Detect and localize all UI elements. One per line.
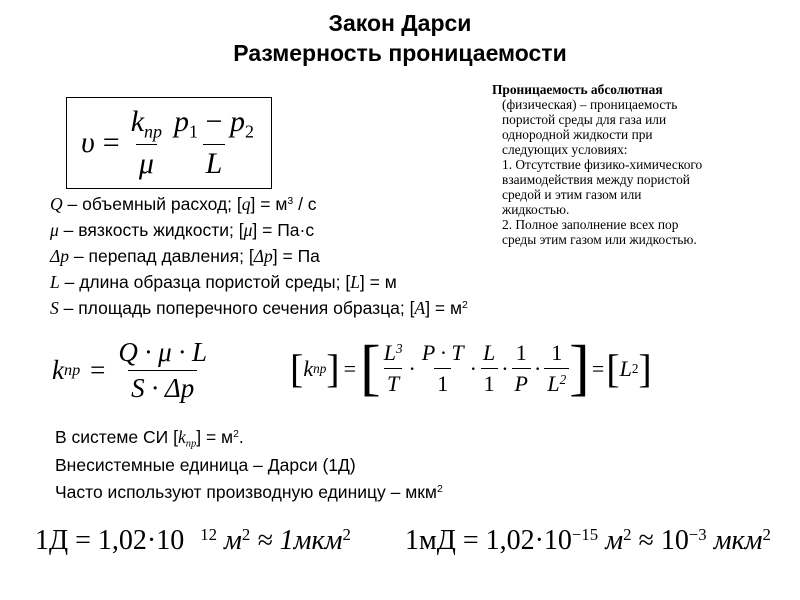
p2-subscript: 2 bbox=[244, 121, 254, 142]
exponent: 2 bbox=[241, 525, 251, 544]
left-bracket: [ bbox=[606, 346, 620, 391]
legend-text: – перепад давления; [ bbox=[69, 246, 254, 266]
exponent: −15 bbox=[571, 525, 599, 544]
millidarcy-conversion-equation bbox=[405, 525, 771, 557]
definition-line: 1. Отсутствие физико-химического bbox=[502, 157, 703, 172]
permeability-fraction bbox=[115, 337, 210, 404]
definition-line: жидкостью. bbox=[502, 202, 570, 217]
unit-text: ≈ 1мкм bbox=[250, 525, 343, 557]
fraction-denominator: P bbox=[512, 368, 531, 397]
darcy-unit-line: Внесистемные единица – Дарси (1Д) bbox=[55, 455, 356, 475]
dot-operator: · bbox=[469, 355, 477, 381]
legend-unit-symbol: q bbox=[241, 194, 251, 214]
unit-text: мкм bbox=[713, 525, 763, 557]
right-bracket: ] bbox=[326, 346, 340, 391]
si-unit-line bbox=[55, 427, 244, 450]
exponent: 2 bbox=[762, 525, 771, 544]
unit-text: м bbox=[224, 525, 242, 557]
k-symbol: k bbox=[177, 427, 186, 447]
exponent: −3 bbox=[688, 525, 707, 544]
legend-unit-symbol: μ bbox=[243, 220, 253, 240]
definition-heading: Проницаемость абсолютная bbox=[492, 82, 663, 97]
fraction-denominator: L bbox=[547, 371, 560, 396]
mu-symbol: μ bbox=[136, 144, 157, 181]
right-big-bracket: ] bbox=[569, 334, 590, 402]
dim-fraction-4 bbox=[512, 340, 531, 397]
legend-superscript: 2 bbox=[462, 299, 468, 312]
legend-superscript: 3 bbox=[287, 195, 294, 208]
definition-line: однородной жидкости при bbox=[502, 127, 653, 142]
legend-pressure-drop bbox=[50, 246, 320, 267]
si-text: . bbox=[238, 427, 244, 447]
legend-text: – вязкость жидкости; [ bbox=[58, 220, 244, 240]
darcy-formula-box bbox=[66, 97, 272, 189]
p2-symbol: p bbox=[229, 104, 245, 138]
legend-text: ] = Па·с bbox=[252, 220, 315, 240]
definition-line: 2. Полное заполнение всех пор bbox=[502, 217, 679, 232]
si-text: ] = м bbox=[196, 427, 234, 447]
k-symbol: k bbox=[303, 355, 314, 381]
minus-sign: − bbox=[205, 104, 223, 138]
definition-line: взаимодействия между пористой bbox=[502, 172, 690, 187]
legend-symbol: S bbox=[50, 298, 59, 318]
definition-line: (физическая) – проницаемость bbox=[502, 97, 678, 112]
exponent: 2 bbox=[623, 525, 632, 544]
equation-text: ≈ 10 bbox=[631, 525, 689, 557]
equation-text: 1мД = 1,02·10 bbox=[405, 525, 572, 557]
darcy-conversion-equation bbox=[35, 525, 351, 557]
legend-text: ] = м bbox=[425, 298, 463, 318]
fraction-numerator: P · T bbox=[421, 340, 464, 365]
k-subscript: пр bbox=[144, 121, 163, 142]
legend-unit-symbol: A bbox=[414, 298, 426, 318]
fraction-numerator: 1 bbox=[515, 340, 527, 365]
right-bracket: ] bbox=[638, 346, 652, 391]
legend-text: – площадь поперечного сечения образца; [ bbox=[58, 298, 415, 318]
k-symbol: k bbox=[52, 355, 64, 385]
definition-line: средой и этим газом или bbox=[502, 187, 642, 202]
equals-sign: = bbox=[102, 126, 120, 159]
definition-line: среды этим газом или жидкостью. bbox=[502, 232, 697, 247]
superscript: 2 bbox=[631, 360, 639, 376]
dim-fraction-5 bbox=[544, 340, 569, 397]
definition-line: пористой среды для газа или bbox=[502, 112, 667, 127]
fraction-denominator: T bbox=[384, 368, 402, 397]
exponent: 2 bbox=[342, 525, 351, 544]
fraction-numerator: L bbox=[482, 340, 496, 365]
equation-text: 1Д = 1,02·10 bbox=[35, 525, 185, 557]
legend-symbol: μ bbox=[50, 220, 59, 240]
legend-length bbox=[50, 272, 397, 293]
left-bracket: [ bbox=[290, 346, 304, 391]
superscript: 2 bbox=[233, 428, 239, 441]
title-line-2: Размерность проницаемости bbox=[233, 40, 567, 66]
pressure-gradient-fraction bbox=[171, 105, 257, 181]
fraction-denominator: 1 bbox=[434, 368, 451, 397]
dot-operator: · bbox=[534, 355, 542, 381]
fraction-numerator: 1 bbox=[551, 340, 563, 365]
equals-sign: = bbox=[343, 355, 357, 381]
legend-symbol: Q bbox=[50, 194, 63, 214]
superscript: 2 bbox=[436, 483, 443, 496]
legend-text: ] = м bbox=[250, 194, 288, 214]
k-subscript: пр bbox=[313, 360, 327, 376]
legend-text: / с bbox=[293, 194, 317, 214]
fraction-denominator: 1 bbox=[481, 368, 498, 397]
p1-subscript: 1 bbox=[189, 121, 199, 142]
si-text: В системе СИ [ bbox=[55, 427, 178, 447]
result-symbol: L bbox=[619, 355, 632, 381]
legend-text: ] = м bbox=[359, 272, 397, 292]
unit-text: м bbox=[605, 525, 624, 557]
derived-unit-text: Часто используют производную единицу – мкм bbox=[55, 482, 437, 502]
superscript: 2 bbox=[559, 371, 567, 387]
legend-text: ] = Па bbox=[272, 246, 320, 266]
legend-text: – длина образца пористой среды; [ bbox=[59, 272, 351, 292]
legend-unit-symbol: Δp bbox=[253, 246, 273, 266]
equals-sign: = bbox=[591, 355, 605, 381]
k-symbol: k bbox=[130, 104, 145, 138]
k-subscript: пр bbox=[63, 361, 81, 379]
superscript: 3 bbox=[395, 340, 403, 356]
fraction-denominator: S · Δp bbox=[128, 370, 197, 404]
dim-fraction-2 bbox=[419, 340, 467, 397]
length-symbol: L bbox=[203, 144, 226, 181]
title-line-1: Закон Дарси bbox=[328, 10, 472, 36]
legend-symbol: Δp bbox=[50, 246, 70, 266]
p1-symbol: p bbox=[174, 104, 190, 138]
equals-sign: = bbox=[90, 355, 106, 385]
fraction-numerator: Q · μ · L bbox=[118, 337, 207, 367]
left-big-bracket: [ bbox=[360, 334, 381, 402]
velocity-symbol: υ bbox=[81, 126, 95, 159]
legend-text: – объемный расход; [ bbox=[62, 194, 242, 214]
fraction-numerator: L bbox=[383, 340, 396, 365]
legend-viscosity bbox=[50, 220, 314, 241]
absolute-permeability-definition bbox=[484, 82, 784, 247]
dot-operator: · bbox=[501, 355, 509, 381]
dimension-formula bbox=[290, 333, 652, 404]
legend-symbol: L bbox=[50, 272, 60, 292]
k-subscript: пр bbox=[185, 438, 197, 450]
dot-operator: · bbox=[408, 355, 416, 381]
legend-area bbox=[50, 298, 468, 319]
dim-fraction-3 bbox=[480, 340, 498, 397]
definition-line: следующих условиях: bbox=[502, 142, 628, 157]
permeability-formula bbox=[52, 337, 210, 404]
dim-fraction-1 bbox=[381, 340, 406, 397]
permeability-over-viscosity-fraction bbox=[128, 105, 165, 181]
exponent: 12 bbox=[200, 525, 217, 544]
legend-flow-rate bbox=[50, 194, 317, 215]
derived-unit-line bbox=[55, 482, 443, 503]
legend-unit-symbol: L bbox=[350, 272, 360, 292]
